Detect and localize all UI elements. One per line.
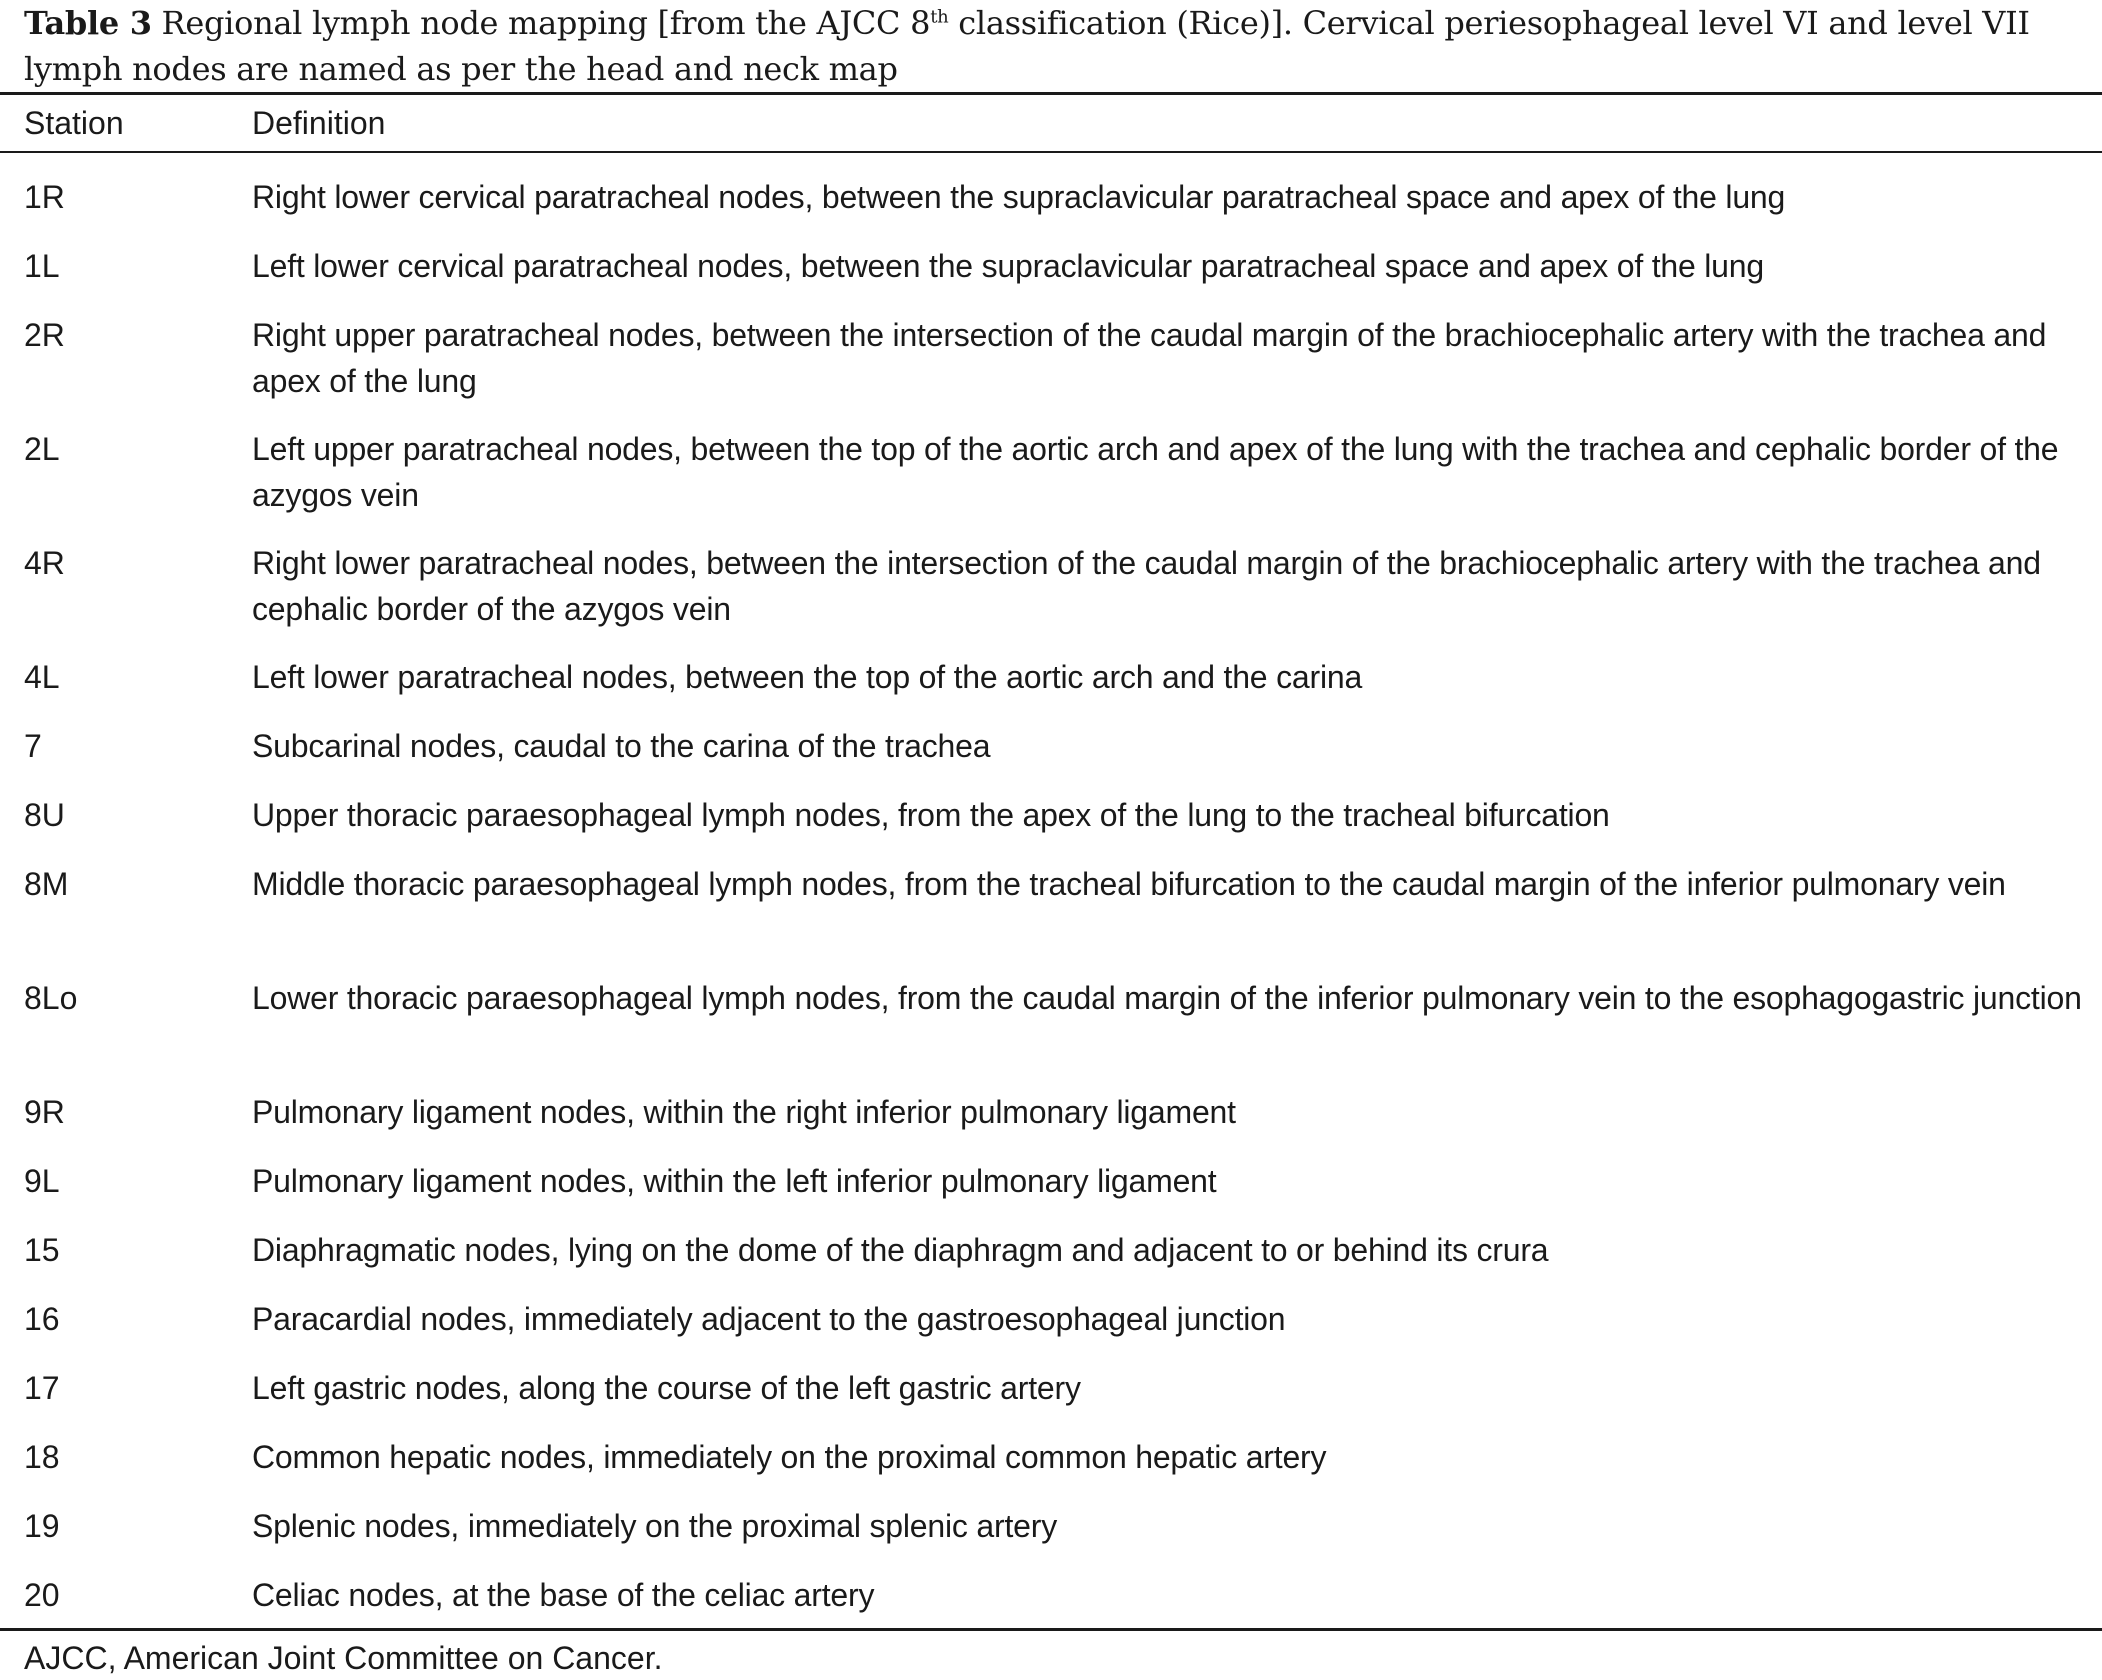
table-row — [0, 312, 2102, 426]
station-cell: 4R — [24, 545, 65, 581]
table-top-rule — [0, 92, 2102, 95]
table-row — [0, 1503, 2102, 1572]
definition-cell: Right upper paratracheal nodes, between the intersection of the caudal margin of the brachiocephalic artery with the trachea and apex of the lung — [252, 317, 2047, 399]
table-row — [0, 792, 2102, 861]
station-cell: 8U — [24, 797, 65, 833]
station-cell: 2L — [24, 431, 60, 467]
definition-cell: Celiac nodes, at the base of the celiac artery — [252, 1577, 875, 1613]
table-row — [0, 1089, 2102, 1158]
table-row — [0, 1434, 2102, 1503]
caption-text-part-2: classification (Rice)]. Cervical periesophageal level VI and level VII lymph nodes are named as per the head and neck map — [24, 4, 2030, 88]
table-row — [0, 243, 2102, 312]
table-bottom-rule — [0, 1628, 2102, 1631]
definition-cell: Subcarinal nodes, caudal to the carina of the trachea — [252, 728, 991, 764]
table-row — [0, 1158, 2102, 1227]
definition-cell: Left lower cervical paratracheal nodes, between the supraclavicular paratracheal space and apex of the lung — [252, 248, 1764, 284]
table-row — [0, 426, 2102, 540]
station-cell: 18 — [24, 1439, 60, 1475]
station-cell: 19 — [24, 1508, 60, 1544]
table-row — [0, 1296, 2102, 1365]
header-station: Station — [24, 105, 124, 141]
station-cell: 4L — [24, 659, 60, 695]
table-row — [0, 540, 2102, 654]
table-row — [0, 723, 2102, 792]
station-cell: 16 — [24, 1301, 60, 1337]
station-cell: 15 — [24, 1232, 60, 1268]
table-row — [0, 654, 2102, 723]
definition-cell: Left lower paratracheal nodes, between the top of the aortic arch and the carina — [252, 659, 1363, 695]
station-cell: 2R — [24, 317, 65, 353]
station-cell: 9L — [24, 1163, 60, 1199]
station-cell: 1L — [24, 248, 60, 284]
table-header-row — [0, 100, 2102, 146]
station-cell: 7 — [24, 728, 42, 764]
caption-text-part-1: Regional lymph node mapping [from the AJCC 8 — [151, 4, 931, 42]
definition-cell: Pulmonary ligament nodes, within the left inferior pulmonary ligament — [252, 1163, 1217, 1199]
definition-cell: Right lower cervical paratracheal nodes, between the supraclavicular paratracheal space and apex of the lung — [252, 179, 1786, 215]
station-cell: 8M — [24, 866, 69, 902]
station-cell: 9R — [24, 1094, 65, 1130]
definition-cell: Diaphragmatic nodes, lying on the dome of the diaphragm and adjacent to or behind its crura — [252, 1232, 1549, 1268]
table-row — [0, 861, 2102, 975]
table-row — [0, 174, 2102, 243]
table-header-rule — [0, 151, 2102, 153]
station-cell: 1R — [24, 179, 65, 215]
definition-cell: Pulmonary ligament nodes, within the right inferior pulmonary ligament — [252, 1094, 1236, 1130]
header-definition: Definition — [252, 105, 386, 141]
table-footnote: AJCC, American Joint Committee on Cancer. — [24, 1640, 663, 1676]
caption-superscript: th — [930, 6, 949, 28]
definition-cell: Middle thoracic paraesophageal lymph nodes, from the tracheal bifurcation to the caudal margin of the inferior pulmonary vein — [252, 866, 2006, 902]
station-cell: 20 — [24, 1577, 60, 1613]
definition-cell: Lower thoracic paraesophageal lymph nodes, from the caudal margin of the inferior pulmonary vein to the esophagogastric junction — [252, 980, 2082, 1016]
definition-cell: Left gastric nodes, along the course of the left gastric artery — [252, 1370, 1081, 1406]
station-cell: 17 — [24, 1370, 60, 1406]
definition-cell: Left upper paratracheal nodes, between the top of the aortic arch and apex of the lung with the trachea and cephalic border of the azygos vein — [252, 431, 2059, 513]
table-row — [0, 1365, 2102, 1434]
definition-cell: Splenic nodes, immediately on the proximal splenic artery — [252, 1508, 1057, 1544]
definition-cell: Paracardial nodes, immediately adjacent to the gastroesophageal junction — [252, 1301, 1286, 1337]
table-body — [0, 174, 2102, 1641]
definition-cell: Common hepatic nodes, immediately on the proximal common hepatic artery — [252, 1439, 1327, 1475]
table-row — [0, 1227, 2102, 1296]
definition-cell: Upper thoracic paraesophageal lymph nodes, from the apex of the lung to the tracheal bifurcation — [252, 797, 1610, 833]
definition-cell: Right lower paratracheal nodes, between the intersection of the caudal margin of the brachiocephalic artery with the trachea and cephalic border of the azygos vein — [252, 545, 2041, 627]
table-caption — [24, 0, 2084, 92]
table-row — [0, 975, 2102, 1089]
table-label: Table 3 — [24, 4, 152, 42]
station-cell: 8Lo — [24, 980, 78, 1016]
